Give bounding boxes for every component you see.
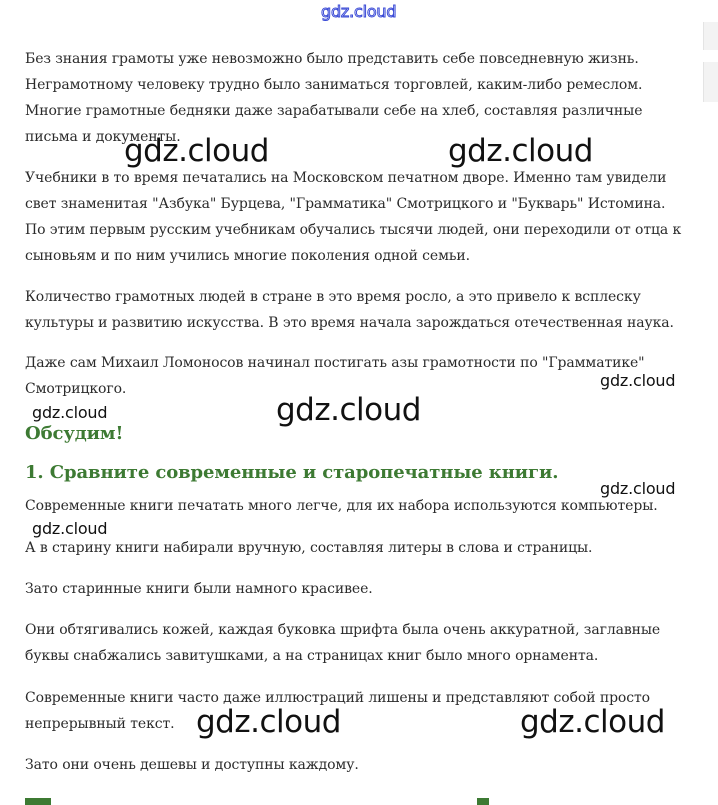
paragraph: Учебники в то время печатались на Московском печатном дворе. Именно там увидели свет знаменитая "Азбука" Бурцева, "Грамматика" Смотрицкого и "Букварь" Истомина. По этим первым русским учебникам обучались тысячи людей, они переходили от отца к сыновьям и по ним учились многие поколения одной семьи. bbox=[25, 170, 682, 264]
paragraph: Количество грамотных людей в стране в это время росло, а это привело к всплеску культуры и развитию искусства. В это время начала зарождаться отечественная наука. bbox=[25, 289, 674, 331]
cutoff-text-fragment bbox=[25, 798, 51, 805]
watermark: gdz.cloud bbox=[520, 704, 665, 740]
answer-paragraph: Современные книги печатать много легче, для их набора используются компьютеры. bbox=[25, 498, 658, 514]
answer-paragraph: А в старину книги набирали вручную, составляя литеры в слова и страницы. bbox=[25, 540, 593, 556]
answer-paragraph: Они обтягивались кожей, каждая буковка шрифта была очень аккуратной, заглавные буквы снабжались завитушками, а на страницах книг было много орнамента. bbox=[25, 622, 661, 664]
paragraph: Без знания грамоты уже невозможно было представить себе повседневную жизнь. Неграмотному человеку трудно было заниматься торговлей, каким-либо ремеслом. Многие грамотные бедняки даже зарабатывали себе на хлеб, составляя различные письма и документы. bbox=[25, 51, 643, 145]
side-panel-edge bbox=[703, 22, 718, 50]
watermark: gdz.cloud bbox=[196, 704, 341, 740]
watermark: gdz.cloud bbox=[276, 392, 421, 428]
paragraph: Даже сам Михаил Ломоносов начинал постигать азы грамотности по "Грамматике" Смотрицкого. bbox=[25, 355, 645, 397]
watermark: gdz.cloud bbox=[600, 479, 676, 498]
question-heading: 1. Сравните современные и старопечатные книги. bbox=[25, 462, 559, 483]
watermark: gdz.cloud bbox=[448, 133, 593, 169]
answer-paragraph: Зато они очень дешевы и доступны каждому. bbox=[25, 757, 359, 773]
next-heading-cutoff bbox=[25, 795, 685, 805]
answer-paragraph: Современные книги часто даже иллюстраций лишены и представляют собой просто непрерывный текст. bbox=[25, 690, 650, 732]
watermark: gdz.cloud bbox=[600, 371, 676, 390]
watermark: gdz.cloud bbox=[124, 133, 269, 169]
cutoff-text-fragment bbox=[477, 798, 489, 805]
watermark-top[interactable]: gdz.cloud bbox=[321, 2, 397, 21]
discuss-heading: Обсудим! bbox=[25, 423, 124, 444]
side-panel-edge bbox=[703, 62, 718, 102]
answer-paragraph: Зато старинные книги были намного красивее. bbox=[25, 581, 373, 597]
watermark: gdz.cloud bbox=[32, 519, 108, 538]
watermark: gdz.cloud bbox=[32, 403, 108, 422]
